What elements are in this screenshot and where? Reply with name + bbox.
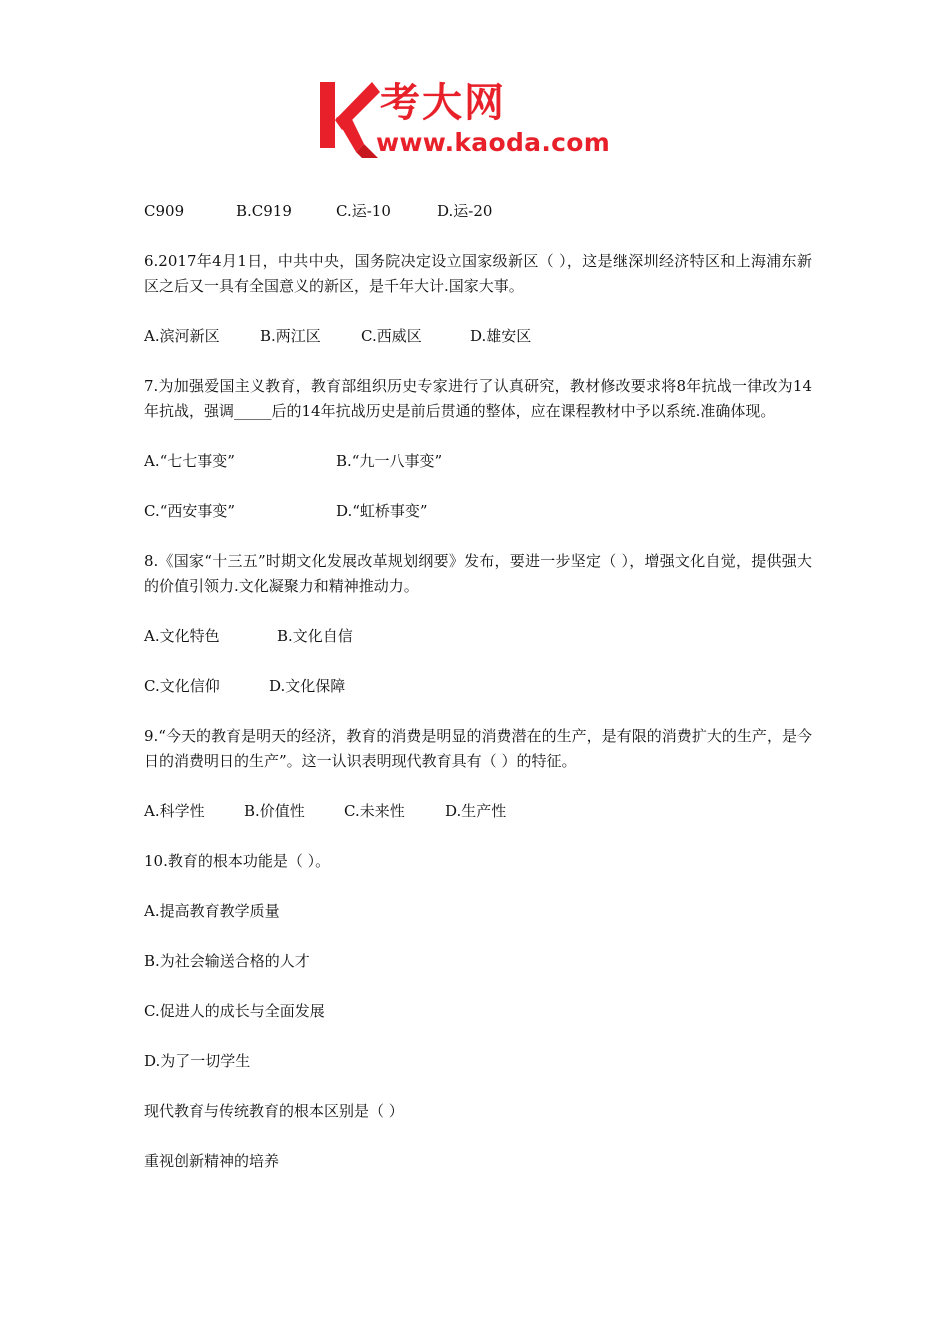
q8-option-d: D.文化保障 [269,677,346,695]
q9-stem: 9.“今天的教育是明天的经济，教育的消费是明显的消费潜在的生产，是有限的消费扩大的生产，是今日的消费明日的生产”。这一认识表明现代教育具有（ ）的特征。 [144,727,812,770]
q8-options-row1 [144,624,812,649]
logo-chinese-name: 考大网 [380,80,506,126]
logo-url: www.kaoda.com [376,128,611,157]
q11-stem: 现代教育与传统教育的根本区别是（ ） [144,1102,404,1120]
q9-option-b: B.价值性 [244,802,305,820]
q5-option-d: D.运-20 [437,202,493,220]
q7-stem: 7.为加强爱国主义教育，教育部组织历史专家进行了认真研究，教材修改要求将8年抗战一律改为14年抗战，强调_____后的14年抗战历史是前后贯通的整体，应在课程教材中予以系统.准确体现。 [144,377,812,420]
q8-stem: 8.《国家“十三五”时期文化发展改革规划纲要》发布，要进一步坚定（ ），增强文化自觉，提供强大的价值引领力.文化凝聚力和精神推动力。 [144,552,812,595]
q6-option-c: C.西威区 [361,327,422,345]
q5-option-b: B.C919 [236,202,292,220]
q9-options [144,799,812,824]
q6-option-d: D.雄安区 [470,327,532,345]
q6-option-b: B.两江区 [260,327,321,345]
q5-option-a: C909 [144,202,185,220]
q10-option-c: C.促进人的成长与全面发展 [144,1002,325,1020]
k-letter-logo-icon [318,78,380,160]
q9-option-a: A.科学性 [144,802,205,820]
q10-option-d: D.为了一切学生 [144,1052,251,1070]
q9-option-d: D.生产性 [445,802,507,820]
kaoda-logo [318,78,640,160]
q8-option-c: C.文化信仰 [144,677,220,695]
q7-option-a: A.“七七事变” [144,452,235,470]
q10-stem: 10.教育的根本功能是（ ）。 [144,852,331,870]
q7-option-c: C.“西安事变” [144,502,236,520]
q5-option-c: C.运-10 [336,202,391,220]
q8-option-a: A.文化特色 [144,627,220,645]
q10-option-b: B.为社会输送合格的人才 [144,952,310,970]
q11-answer-line: 重视创新精神的培养 [144,1152,280,1170]
q6-options [144,324,812,349]
q7-option-d: D.“虹桥事变” [336,502,428,520]
q5-options [144,199,812,224]
q7-options-row2 [144,499,812,524]
q10-option-a: A.提高教育教学质量 [144,902,280,920]
q6-stem: 6.2017年4月1日，中共中央，国务院决定设立国家级新区（ ），这是继深圳经济特区和上海浦东新区之后又一具有全国意义的新区，是千年大计.国家大事。 [144,252,812,295]
q7-options-row1 [144,449,812,474]
q8-option-b: B.文化自信 [277,627,353,645]
q6-option-a: A.滨河新区 [144,327,220,345]
q9-option-c: C.未来性 [344,802,405,820]
q7-option-b: B.“九一八事变” [336,452,443,470]
q8-options-row2 [144,674,812,699]
document-body [144,199,812,1199]
